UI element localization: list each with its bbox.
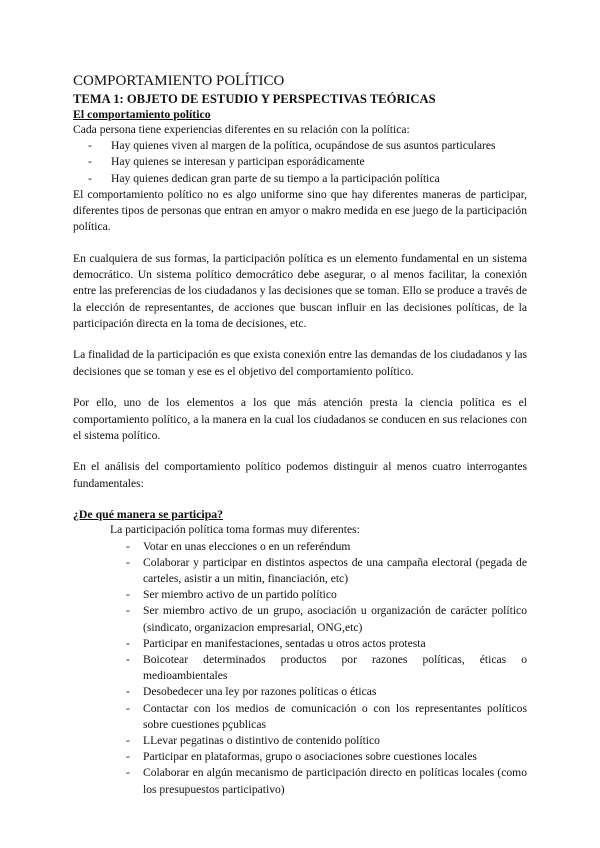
paragraph: El comportamiento político no es algo uniforme sino que hay diferentes maneras de participar, diferentes tipos de personas que entran en amyor o makro medida en ese juego de la participación política. — [73, 187, 527, 234]
intro-paragraph: Cada persona tiene experiencias diferentes en su relación con la política: — [73, 123, 410, 136]
list-item: - Boicotear determinados productos por razones políticas, éticas o medioambientales — [73, 652, 527, 684]
document-body — [73, 72, 527, 798]
paragraph: La finalidad de la participación es que exista conexión entre las demandas de los ciudadanos y las decisiones que se toman y ese es el objetivo del comportamiento político. — [73, 348, 527, 378]
section-heading-participacion: ¿De qué manera se participa? — [73, 507, 224, 522]
list-item: - Votar en unas elecciones o en un referéndum — [73, 539, 527, 555]
list-item: - Ser miembro activo de un grupo, asociación u organización de carácter político (sindicato, organizacion empresarial, ONG,etc) — [73, 603, 527, 635]
list-item: - Contactar con los medios de comunicación o con los representantes políticos sobre cuestiones pçublicas — [73, 701, 527, 733]
section-intro: La participación política toma formas muy diferentes: — [110, 523, 360, 537]
list-item: - Ser miembro activo de un partido político — [73, 587, 527, 603]
section-heading-comportamiento: El comportamiento político — [73, 107, 211, 121]
list-item: - Hay quienes viven al margen de la política, ocupándose de sus asuntos particulares — [73, 138, 527, 154]
list-item: - Hay quienes se interesan y participan esporádicamente — [73, 154, 527, 170]
list-item: - Participar en plataformas, grupo o asociaciones sobre cuestiones locales — [73, 749, 527, 765]
paragraph: En cualquiera de sus formas, la participación política es un elemento fundamental en un sistema democrático. Un sistema político democrático debe asegurar, o al menos facilitar, la conexión entre las preferencias de los ciudadanos y las decisiones que se toman. Ello se produce a través de la elección de representantes, de acciones que buscan influir en las decisiones políticas, de la participación directa en la toma de decisiones, etc. — [73, 251, 527, 330]
list-item: - Desobedecer una ley por razones políticas o éticas — [73, 684, 527, 700]
list-item: - Colaborar en algún mecanismo de participación directo en políticas locales (como los presupuestos participativo) — [73, 765, 527, 797]
topic-heading: TEMA 1: OBJETO DE ESTUDIO Y PERSPECTIVAS TEÓRICAS — [73, 92, 436, 106]
list-item: - Participar en manifestaciones, sentadas u otros actos protesta — [73, 636, 527, 652]
intro-list — [73, 138, 527, 187]
list-item: - LLevar pegatinas o distintivo de contenido político — [73, 733, 527, 749]
paragraph: Por ello, uno de los elementos a los que más atención presta la ciencia política es el comportamiento político, a la manera en la cual los ciudadanos se conducen en sus relaciones con el sistema político. — [73, 396, 527, 442]
list-item: - Colaborar y participar en distintos aspectos de una campaña electoral (pegada de carteles, asistir a un mitin, financiación, etc) — [73, 555, 527, 587]
list-item: - Hay quienes dedican gran parte de su tiempo a la participación política — [73, 171, 527, 187]
document-title: COMPORTAMIENTO POLÍTICO — [73, 73, 285, 89]
paragraph: En el análisis del comportamiento político podemos distinguir al menos cuatro interrogantes fundamentales: — [73, 460, 527, 490]
participation-forms-list — [73, 539, 527, 798]
